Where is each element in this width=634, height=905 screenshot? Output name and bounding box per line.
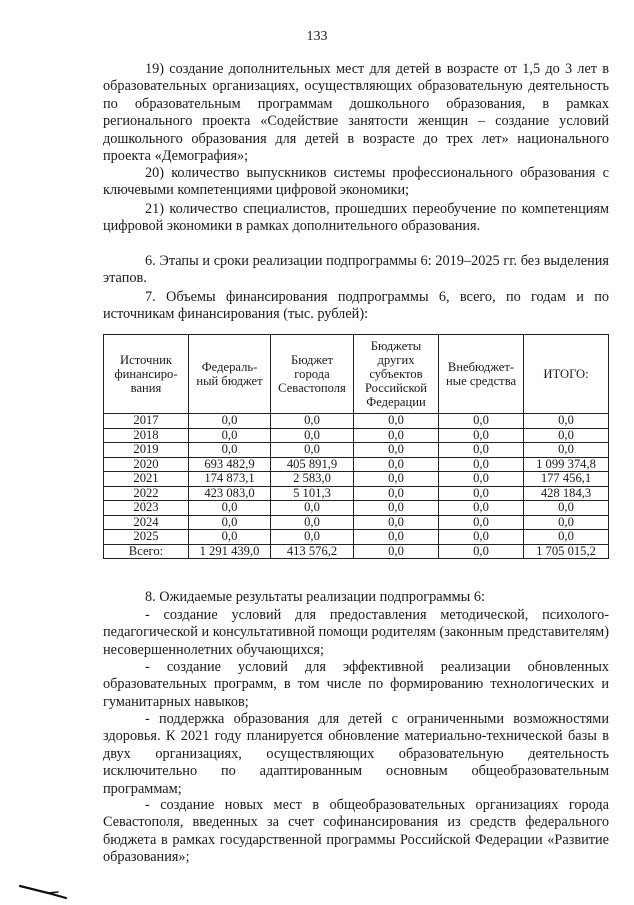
table-cell: 1 705 015,2 bbox=[524, 544, 609, 559]
table-cell: 0,0 bbox=[439, 530, 524, 545]
table-cell: 0,0 bbox=[439, 515, 524, 530]
section-6-stages: 6. Этапы и сроки реализации подпрограммы 6: 2019–2025 гг. без выделения этапов. bbox=[103, 253, 609, 287]
item-21: 21) количество специалистов, прошедших переобучение по компетенциям цифровой экономики в рамках дополнительного образования. bbox=[103, 201, 609, 235]
header-extrabudgetary: Внебюджет-ные средства bbox=[439, 335, 524, 414]
table-row bbox=[104, 530, 609, 545]
table-cell: 0,0 bbox=[189, 501, 271, 516]
page-number: 133 bbox=[306, 29, 328, 44]
table-cell: 0,0 bbox=[524, 501, 609, 516]
table-cell: 2023 bbox=[104, 501, 189, 516]
section-8-title: 8. Ожидаемые результаты реализации подпрограммы 6: bbox=[145, 589, 485, 605]
table-cell: 0,0 bbox=[354, 443, 439, 458]
table-cell: 0,0 bbox=[354, 414, 439, 429]
table-cell: 0,0 bbox=[354, 501, 439, 516]
table-cell: 0,0 bbox=[439, 414, 524, 429]
table-cell: 0,0 bbox=[354, 457, 439, 472]
table-cell: 0,0 bbox=[271, 428, 354, 443]
header-federal: Федераль-ный бюджет bbox=[189, 335, 271, 414]
header-total: ИТОГО: bbox=[524, 335, 609, 414]
table-cell: 2022 bbox=[104, 486, 189, 501]
item-19: 19) создание дополнительных мест для детей в возрасте от 1,5 до 3 лет в образовательных организациях, осуществляющих образовательную деятельность по образовательным программам дошкольного образования, в рамках регионального проекта «Содействие занятости женщин – создание условий дошкольного образования для детей в возрасте до трех лет» национального проекта «Демография»; bbox=[103, 61, 609, 165]
table-row bbox=[104, 472, 609, 487]
table-cell: 177 456,1 bbox=[524, 472, 609, 487]
table-cell: 0,0 bbox=[189, 443, 271, 458]
table-cell: 693 482,9 bbox=[189, 457, 271, 472]
table-cell: 0,0 bbox=[439, 501, 524, 516]
result-item-3: - поддержка образования для детей с ограниченными возможностями здоровья. К 2021 году планируется обновление материально-технической базы в двух организациях, осуществляющих образовательную деятельность исключительно по адаптированным основным общеобразовательным программам; bbox=[103, 711, 609, 797]
table-cell: 0,0 bbox=[354, 472, 439, 487]
table-cell: 0,0 bbox=[189, 530, 271, 545]
table-cell: 1 099 374,8 bbox=[524, 457, 609, 472]
table-cell: 0,0 bbox=[189, 414, 271, 429]
table-cell: 0,0 bbox=[439, 457, 524, 472]
table-row-total bbox=[104, 544, 609, 559]
table-row bbox=[104, 457, 609, 472]
table-cell: 2017 bbox=[104, 414, 189, 429]
table-header-row bbox=[104, 335, 609, 414]
table-row bbox=[104, 443, 609, 458]
table-row bbox=[104, 414, 609, 429]
table-cell: 0,0 bbox=[524, 530, 609, 545]
result-item-1: - создание условий для предоставления методической, психолого-педагогической и консультативной помощи родителям (законным представителям) несовершеннолетних обучающихся; bbox=[103, 607, 609, 658]
table-cell: 0,0 bbox=[189, 515, 271, 530]
table-cell: 0,0 bbox=[439, 443, 524, 458]
table-cell: 0,0 bbox=[524, 515, 609, 530]
table-cell: 0,0 bbox=[439, 544, 524, 559]
table-cell: 1 291 439,0 bbox=[189, 544, 271, 559]
table-cell: 0,0 bbox=[524, 428, 609, 443]
table-row bbox=[104, 428, 609, 443]
table-cell: 428 184,3 bbox=[524, 486, 609, 501]
table-cell: 0,0 bbox=[439, 472, 524, 487]
table-cell: Всего: bbox=[104, 544, 189, 559]
header-sevastopol: Бюджет города Севастополя bbox=[271, 335, 354, 414]
table-cell: 0,0 bbox=[271, 414, 354, 429]
result-item-2: - создание условий для эффективной реализации обновленных образовательных программ, в том числе по формированию технологических и гуманитарных навыков; bbox=[103, 659, 609, 710]
table-cell: 0,0 bbox=[354, 544, 439, 559]
table-cell: 5 101,3 bbox=[271, 486, 354, 501]
table-cell: 0,0 bbox=[271, 443, 354, 458]
table-row bbox=[104, 486, 609, 501]
table-cell: 423 083,0 bbox=[189, 486, 271, 501]
table-cell: 0,0 bbox=[354, 428, 439, 443]
table-cell: 2025 bbox=[104, 530, 189, 545]
table-cell: 0,0 bbox=[524, 443, 609, 458]
item-20: 20) количество выпускников системы профессионального образования с ключевыми компетенциями цифровой экономики; bbox=[103, 165, 609, 199]
table-cell: 0,0 bbox=[439, 428, 524, 443]
table-cell: 2020 bbox=[104, 457, 189, 472]
funding-table bbox=[103, 334, 609, 559]
table-cell: 0,0 bbox=[439, 486, 524, 501]
result-item-4: - создание новых мест в общеобразовательных организациях города Севастополя, введенных за счет софинансирования из средств федерального бюджета в рамках государственной программы Российской Федерации «Развитие образования»; bbox=[103, 797, 609, 866]
table-cell: 0,0 bbox=[271, 501, 354, 516]
table-cell: 405 891,9 bbox=[271, 457, 354, 472]
pen-mark-icon bbox=[18, 880, 70, 900]
table-cell: 2024 bbox=[104, 515, 189, 530]
header-other-subjects: Бюджеты других субъектов Российской Федерации bbox=[354, 335, 439, 414]
table-cell: 0,0 bbox=[189, 428, 271, 443]
table-cell: 2018 bbox=[104, 428, 189, 443]
table-cell: 0,0 bbox=[271, 530, 354, 545]
table-row bbox=[104, 515, 609, 530]
table-row bbox=[104, 501, 609, 516]
table-cell: 2 583,0 bbox=[271, 472, 354, 487]
table-cell: 0,0 bbox=[354, 486, 439, 501]
section-7-funding: 7. Объемы финансирования подпрограммы 6, всего, по годам и по источникам финансирования (тыс. рублей): bbox=[103, 289, 609, 323]
table-cell: 0,0 bbox=[354, 530, 439, 545]
header-source: Источник финансиро-вания bbox=[104, 335, 189, 414]
table-cell: 413 576,2 bbox=[271, 544, 354, 559]
table-cell: 0,0 bbox=[524, 414, 609, 429]
table-cell: 2021 bbox=[104, 472, 189, 487]
table-cell: 2019 bbox=[104, 443, 189, 458]
table-cell: 0,0 bbox=[271, 515, 354, 530]
table-cell: 0,0 bbox=[354, 515, 439, 530]
table-cell: 174 873,1 bbox=[189, 472, 271, 487]
